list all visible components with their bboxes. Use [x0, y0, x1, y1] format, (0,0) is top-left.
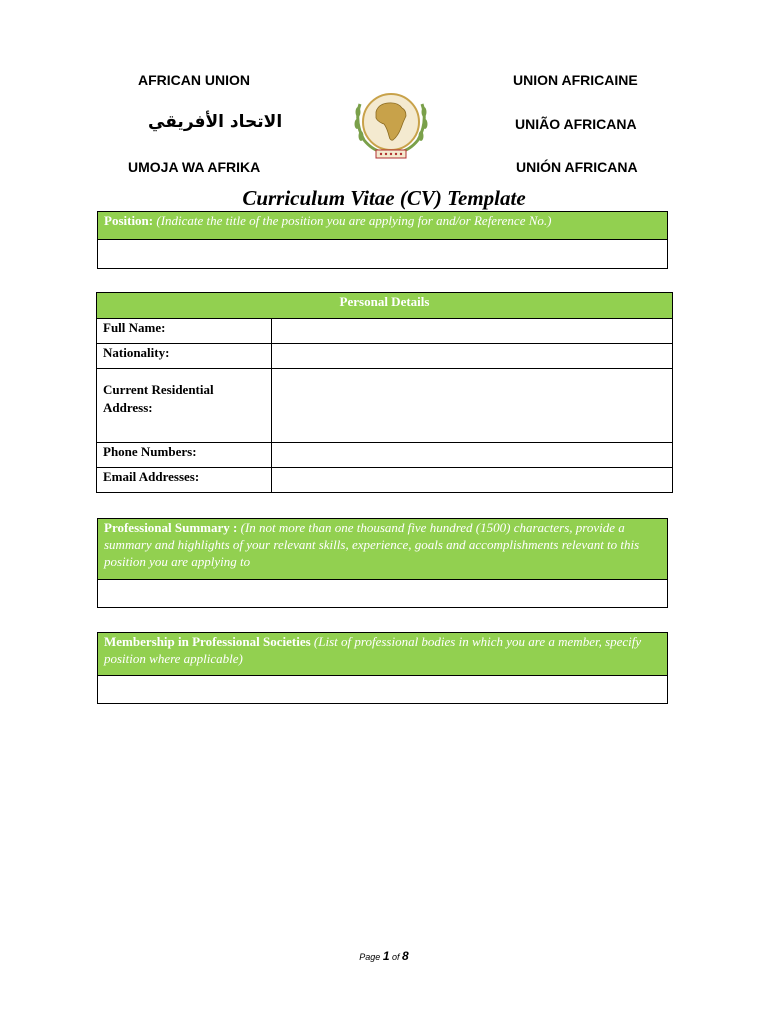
- membership-label: Membership in Professional Societies: [104, 634, 311, 649]
- header-uniao-africana: UNIÃO AFRICANA: [515, 116, 637, 132]
- footer-of-word: of: [392, 952, 400, 962]
- header-union-africaine: UNION AFRICAINE: [513, 72, 638, 88]
- email-field[interactable]: [272, 468, 673, 493]
- address-field[interactable]: [272, 369, 673, 443]
- position-input[interactable]: [98, 240, 667, 268]
- email-label: Email Addresses:: [97, 468, 272, 493]
- header-umoja-wa-afrika: UMOJA WA AFRIKA: [128, 159, 261, 175]
- nationality-label: Nationality:: [97, 344, 272, 369]
- page-footer: [0, 949, 768, 963]
- position-section: [97, 211, 668, 269]
- position-header: [98, 212, 667, 240]
- professional-summary-header: [98, 519, 667, 580]
- membership-hint: (List of professional bodies in which you are a member, specify position where applicable): [104, 634, 642, 666]
- footer-total-pages: 8: [402, 949, 409, 963]
- phone-label: Phone Numbers:: [97, 443, 272, 468]
- personal-details-table: [96, 292, 673, 493]
- phone-field[interactable]: [272, 443, 673, 468]
- footer-page-word: Page: [359, 952, 381, 962]
- full-name-field[interactable]: [272, 319, 673, 344]
- header-african-union: AFRICAN UNION: [138, 72, 250, 88]
- position-hint: (Indicate the title of the position you are applying for and/or Reference No.): [156, 213, 552, 228]
- header-union-africana: UNIÓN AFRICANA: [516, 159, 638, 175]
- membership-input[interactable]: [98, 676, 667, 703]
- personal-details-header: Personal Details: [97, 293, 673, 319]
- document-title: Curriculum Vitae (CV) Template: [242, 186, 526, 210]
- nationality-field[interactable]: [272, 344, 673, 369]
- footer-current-page: 1: [382, 949, 390, 963]
- professional-summary-label: Professional Summary :: [104, 520, 238, 535]
- full-name-label: Full Name:: [97, 319, 272, 344]
- membership-header: [98, 633, 667, 676]
- position-label: Position:: [104, 213, 154, 228]
- address-label: Current Residential Address:: [97, 369, 272, 443]
- professional-summary-hint: (In not more than one thousand five hundred (1500) characters, provide a summary and highlights of your relevant skills, experience, goals and accomplishments relevant to this position you are applying to: [104, 520, 640, 569]
- professional-summary-section: [97, 518, 668, 608]
- professional-summary-input[interactable]: [98, 580, 667, 607]
- african-union-emblem-icon: [346, 84, 436, 162]
- header-arabic-name: الاتحاد الأفريقي: [148, 112, 283, 132]
- membership-section: [97, 632, 668, 704]
